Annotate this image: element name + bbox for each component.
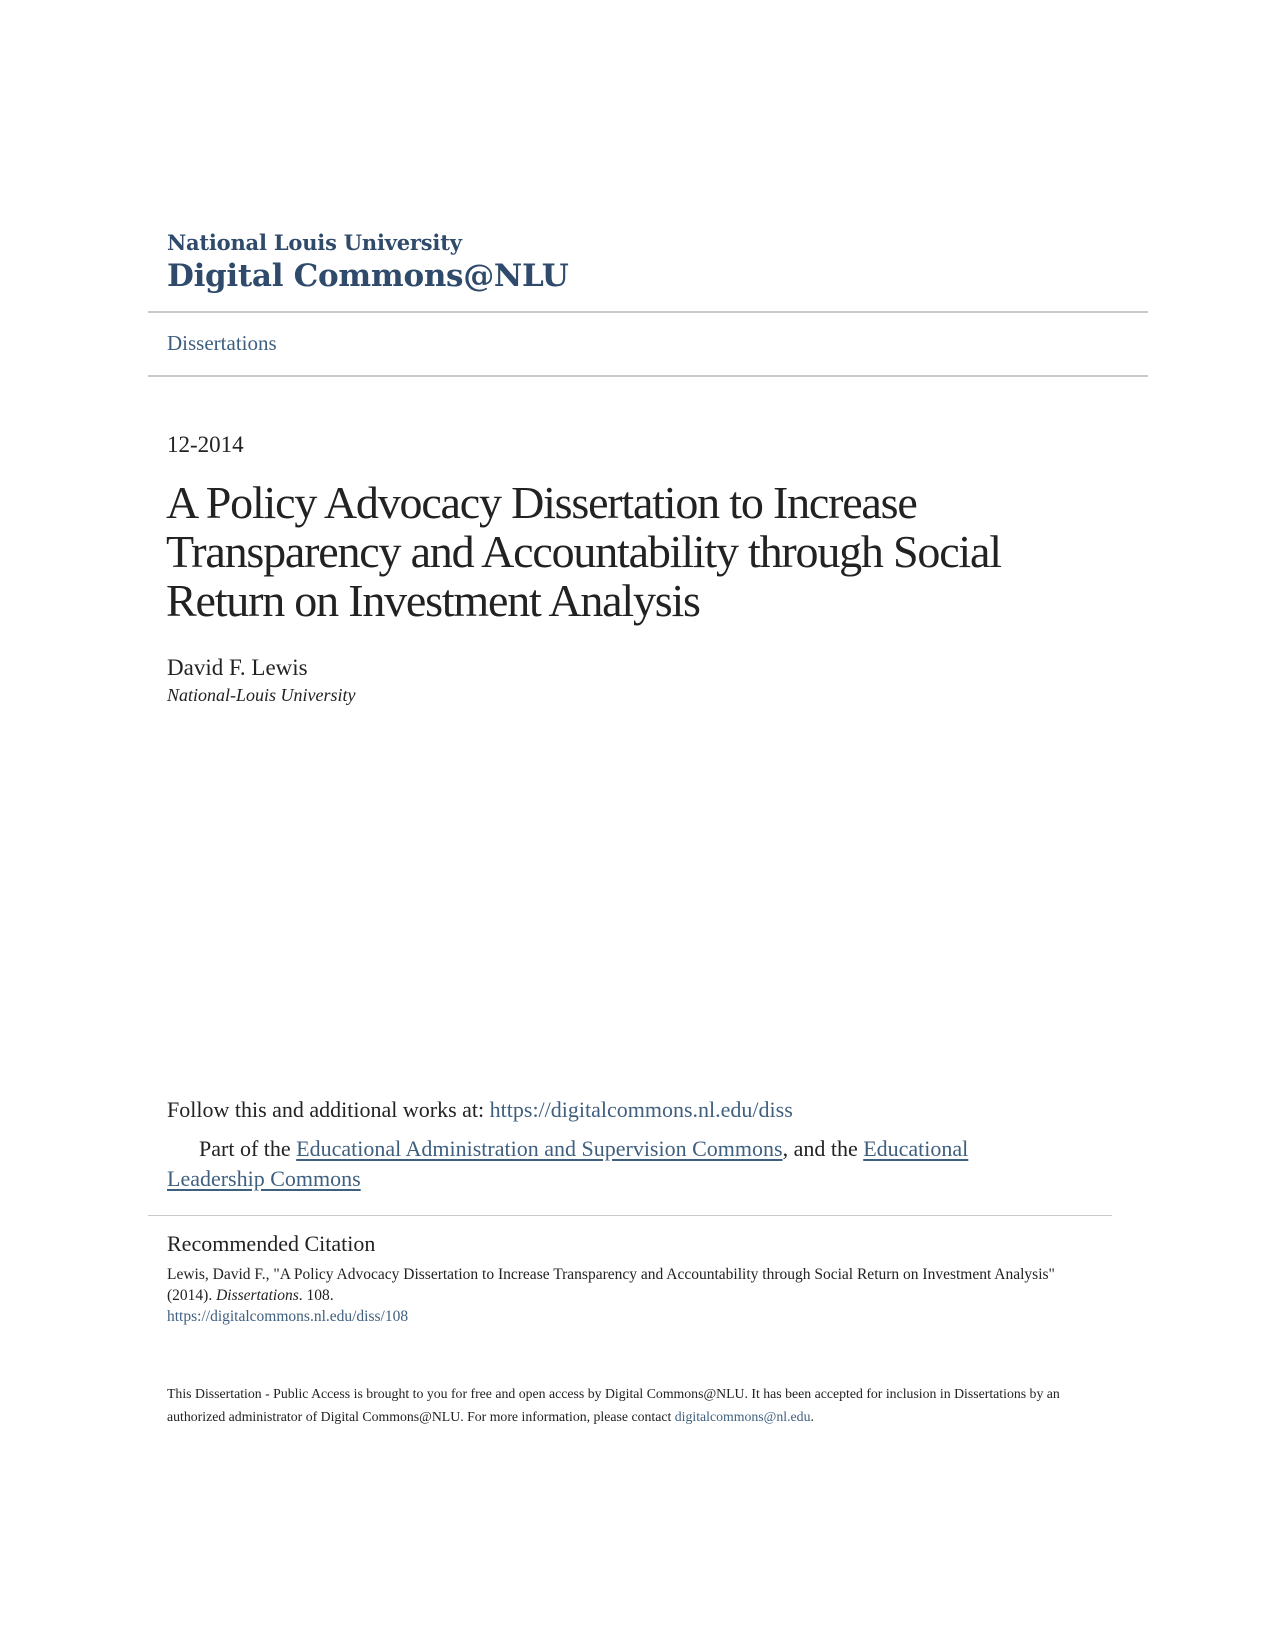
commons-link-educational-leadership[interactable]: Educational Leadership Commons [167,1136,969,1191]
citation-block [167,1264,1082,1327]
part-of-prefix: Part of the [199,1136,297,1161]
follow-line [167,1097,793,1123]
follow-prefix: Follow this and additional works at: [167,1097,490,1122]
author-name: David F. Lewis [167,655,308,680]
institution-name: National Louis University [167,230,462,255]
part-of-line [167,1134,1027,1194]
follow-url-link[interactable]: https://digitalcommons.nl.edu/diss [489,1097,793,1122]
citation-number: . 108. [298,1287,334,1304]
divider-citation [148,1215,1112,1216]
divider-middle [148,375,1148,377]
contact-email-link[interactable]: digitalcommons@nl.edu [674,1409,811,1424]
notice-end: . [810,1409,814,1424]
series-link[interactable]: Dissertations [167,331,277,355]
publication-date: 12-2014 [167,432,244,457]
citation-text: Lewis, David F., "A Policy Advocacy Dissertation to Increase Transparency and Accountability through Social Return on Investment Analysis" (2014). [167,1266,1055,1304]
citation-heading: Recommended Citation [167,1231,376,1256]
citation-series: Dissertations [216,1287,299,1304]
document-title: A Policy Advocacy Dissertation to Increase Transparency and Accountability through Social Return on Investment Analysis [166,477,1001,626]
divider-top [148,311,1148,313]
commons-link-educational-administration[interactable]: Educational Administration and Supervision Commons [296,1136,783,1161]
notice-text: This Dissertation - Public Access is brought to you for free and open access by Digital Commons@NLU. It has been accepted for inclusion in Dissertations by an authorized administrator of Digital Commons@NLU. For more information, please contact [167,1386,1060,1424]
repository-link[interactable]: Digital Commons@NLU [167,258,569,294]
citation-url-link[interactable]: https://digitalcommons.nl.edu/diss/108 [167,1308,409,1325]
author-affiliation: National-Louis University [167,685,356,705]
part-of-middle: , and the [782,1136,864,1161]
access-notice [167,1382,1067,1428]
